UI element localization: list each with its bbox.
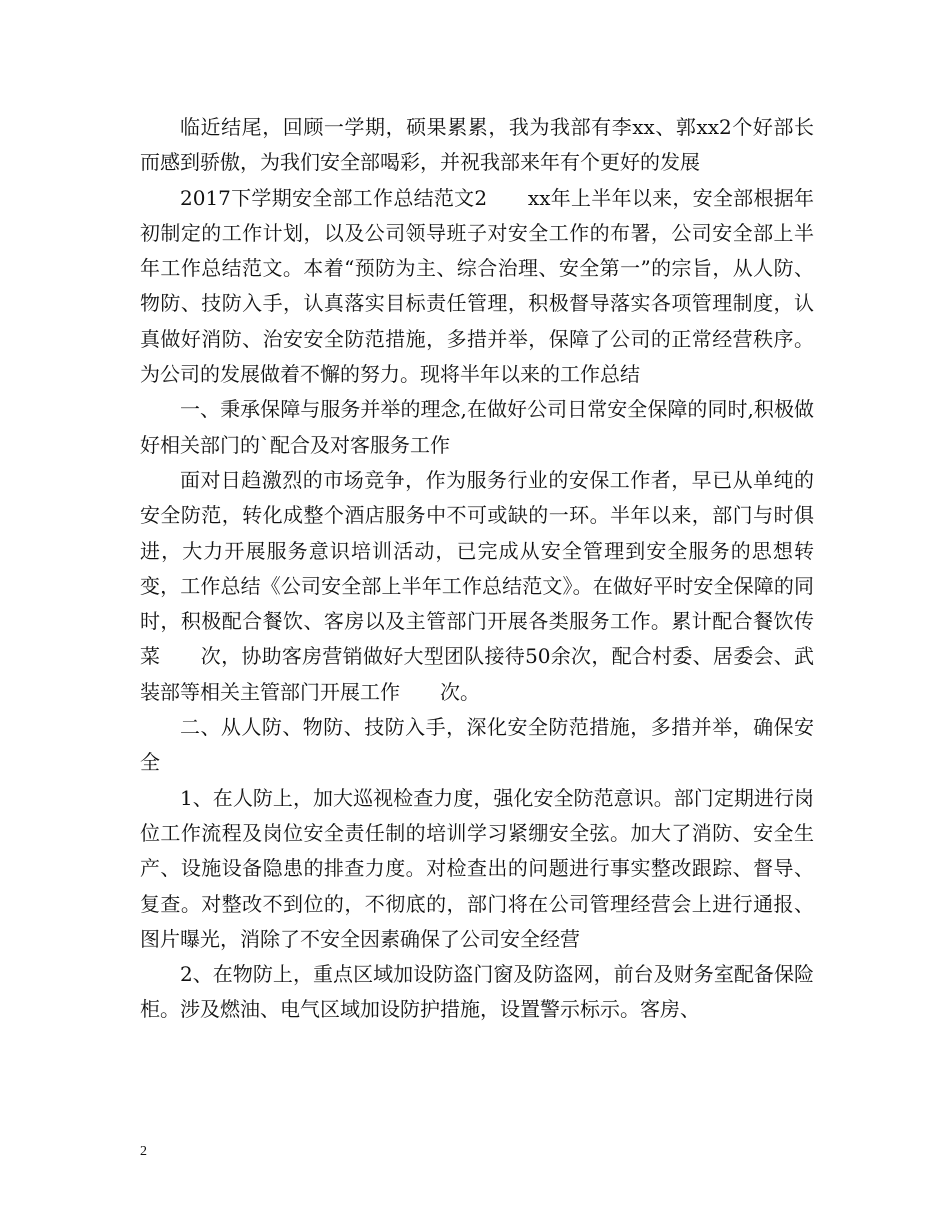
paragraph-heading-one: 一、秉承保障与服务并举的理念,在做好公司日常安全保障的同时,积极做好相关部门的`配合及对客服务工作 xyxy=(140,397,814,457)
paragraph-summary-intro: 2017下学期安全部工作总结范文2 xx年上半年以来，安全部根据年初制定的工作计划，以及公司领导班子对安全工作的布署，公司安全部上半年工作总结范文。本着“预防为主、综合治理、安全第一”的宗旨，从人防、物防、技防入手，认真落实目标责任管理，积极督导落实各项管理制度，认真做好消防、治安安全防范措施，多措并举，保障了公司的正常经营秩序。为公司的发展做着不懈的努力。现将半年以来的工作总结 xyxy=(140,185,814,387)
paragraph-physical-defense: 2、在物防上，重点区域加设防盗门窗及防盗网，前台及财务室配备保险柜。涉及燃油、电气区域加设防护措施，设置警示标示。客房、 xyxy=(140,962,814,1022)
page-number: 2 xyxy=(140,1144,147,1159)
paragraph-people-defense: 1、在人防上，加大巡视检查力度，强化安全防范意识。部门定期进行岗位工作流程及岗位安全责任制的培训学习紧绷安全弦。加大了消防、安全生产、设施设备隐患的排查力度。对检查出的问题进行事实整改跟踪、督导、复查。对整改不到位的，不彻底的，部门将在公司管理经营会上进行通报、图片曝光，消除了不安全因素确保了公司安全经营 xyxy=(140,785,814,951)
paragraph-heading-two: 二、从人防、物防、技防入手，深化安全防范措施，多措并举，确保安全 xyxy=(140,715,814,775)
document-body xyxy=(140,110,814,1028)
paragraph-closing: 临近结尾，回顾一学期，硕果累累，我为我部有李xx、郭xx2个好部长而感到骄傲，为我们安全部喝彩，并祝我部来年有个更好的发展 xyxy=(140,115,814,175)
paragraph-service-work: 面对日趋激烈的市场竞争，作为服务行业的安保工作者，早已从单纯的安全防范，转化成整个酒店服务中不可或缺的一环。半年以来，部门与时俱进，大力开展服务意识培训活动，已完成从安全管理到安全服务的思想转变，工作总结《公司安全部上半年工作总结范文》。在做好平时安全保障的同时，积极配合餐饮、客房以及主管部门开展各类服务工作。累计配合餐饮传菜 次，协助客房营销做好大型团队接待50余次，配合村委、居委会、武装部等相关主管部门开展工作 次。 xyxy=(140,467,814,704)
